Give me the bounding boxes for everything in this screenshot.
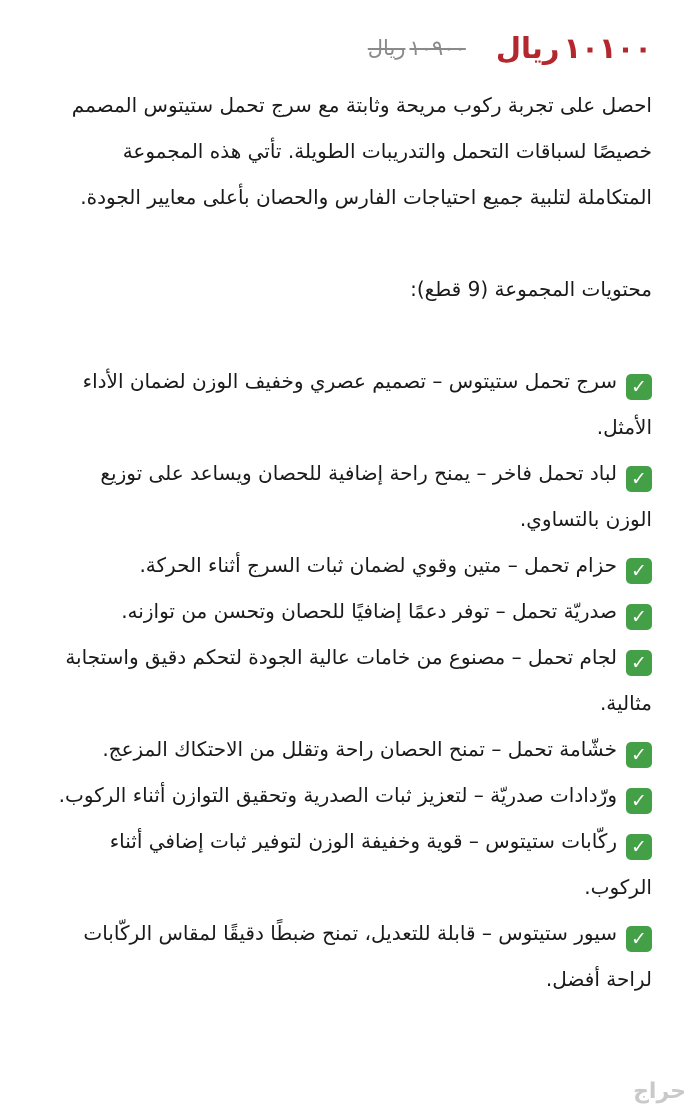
- list-item-text: لباد تحمل فاخر – يمنح راحة إضافية للحصان ويساعد على توزيع الوزن بالتساوي.: [100, 461, 652, 531]
- list-item: [48, 772, 652, 818]
- check-icon: ✓: [626, 604, 652, 630]
- list-item: [48, 634, 652, 726]
- list-item-text: ركّابات ستيتوس – قوية وخفيفة الوزن لتوفير ثبات إضافي أثناء الركوب.: [109, 829, 652, 899]
- check-icon: ✓: [626, 650, 652, 676]
- list-item: [48, 542, 652, 588]
- check-icon: ✓: [626, 834, 652, 860]
- list-item-text: صدريّة تحمل – توفر دعمًا إضافيًا للحصان وتحسن من توازنه.: [121, 599, 617, 623]
- check-icon: ✓: [626, 466, 652, 492]
- list-item-text: حزام تحمل – متين وقوي لضمان ثبات السرج أثناء الحركة.: [139, 553, 617, 577]
- list-item-text: خشّامة تحمل – تمنح الحصان راحة وتقلل من الاحتكاك المزعج.: [102, 737, 617, 761]
- list-item: [48, 450, 652, 542]
- check-icon: ✓: [626, 558, 652, 584]
- price-row: [48, 24, 652, 72]
- check-icon: ✓: [626, 788, 652, 814]
- contents-heading: محتويات المجموعة (9 قطع):: [410, 277, 652, 301]
- check-icon: ✓: [626, 374, 652, 400]
- original-price-value: ١٠٩٠٠: [409, 36, 466, 60]
- list-item: [48, 818, 652, 910]
- list-item: [48, 726, 652, 772]
- description-intro: احصل على تجربة ركوب مريحة وثابتة مع سرج تحمل ستيتوس المصمم خصيصًا لسباقات التحمل والتدريبات الطويلة. تأتي هذه المجموعة المتكاملة لتلبية جميع احتياجات الفارس والحصان بأعلى معايير الجودة.: [71, 93, 652, 209]
- listing-description: [48, 82, 652, 1002]
- list-item: [48, 358, 652, 450]
- check-icon: ✓: [626, 742, 652, 768]
- watermark-logo: حراج: [633, 1079, 686, 1104]
- list-item-text: سرج تحمل ستيتوس – تصميم عصري وخفيف الوزن لضمان الأداء الأمثل.: [82, 369, 652, 439]
- current-price: [492, 31, 652, 65]
- list-item: [48, 588, 652, 634]
- check-icon: ✓: [626, 926, 652, 952]
- current-price-currency: ريال: [495, 31, 560, 65]
- list-item-text: ورّدادات صدريّة – لتعزيز ثبات الصدرية وتحقيق التوازن أثناء الركوب.: [58, 783, 617, 807]
- current-price-value: ١٠١٠٠: [563, 31, 652, 65]
- list-item-text: لجام تحمل – مصنوع من خامات عالية الجودة لتحكم دقيق واستجابة مثالية.: [65, 645, 652, 715]
- list-item-text: سيور ستيتوس – قابلة للتعديل، تمنح ضبطًا دقيقًا لمقاس الركّابات لراحة أفضل.: [83, 921, 652, 991]
- original-price: [364, 36, 466, 60]
- list-item: [48, 910, 652, 1002]
- original-price-currency: ريال: [367, 36, 406, 60]
